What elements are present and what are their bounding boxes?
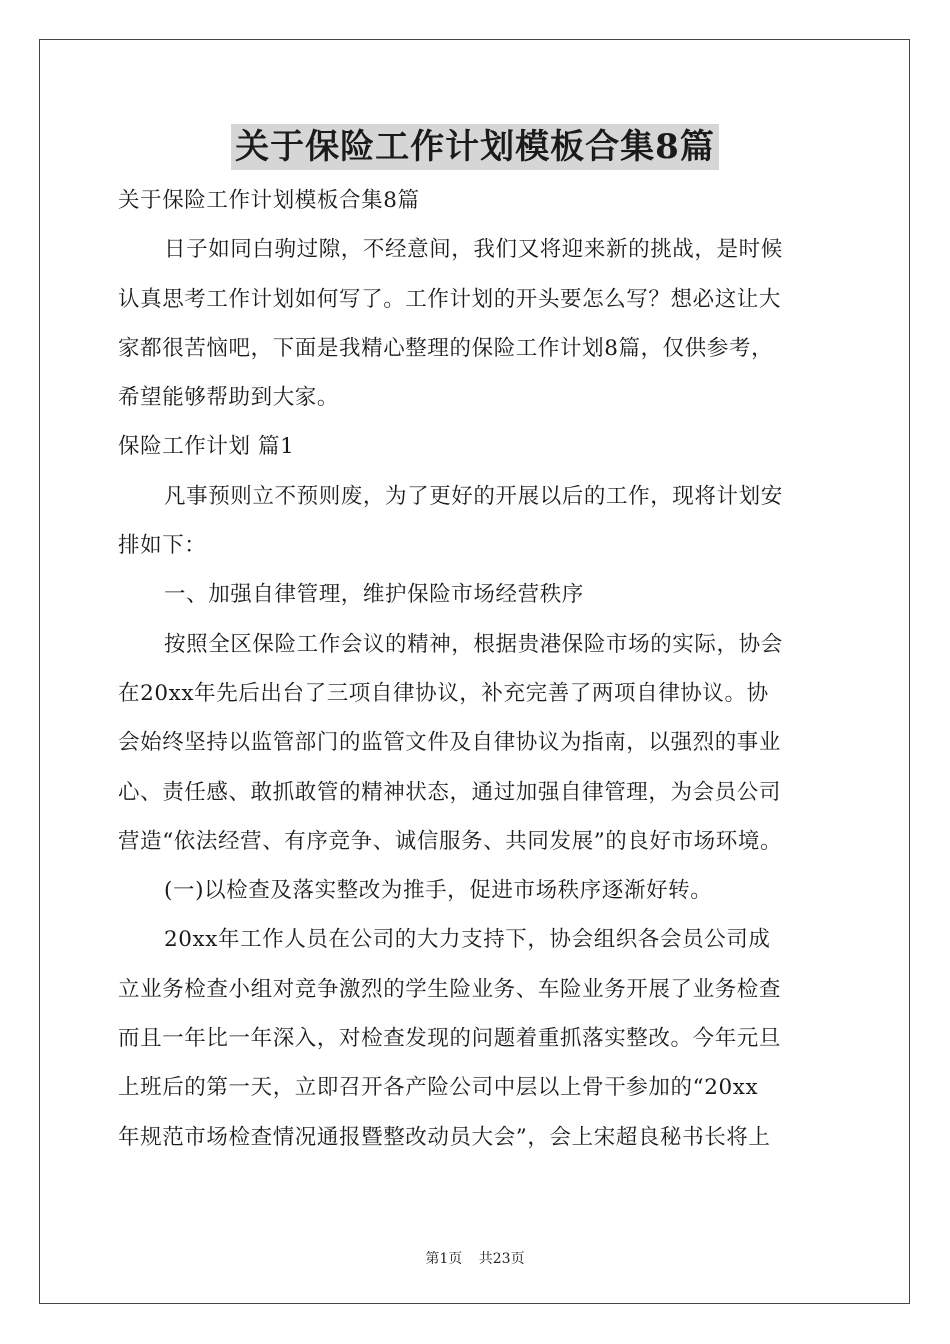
document-body bbox=[118, 176, 832, 1162]
title-wrap bbox=[0, 124, 950, 170]
text-line: 关于保险工作计划模板合集8篇 bbox=[118, 188, 420, 213]
text-line: 凡事预则立不预则废，为了更好的开展以后的工作，现将计划安 bbox=[164, 483, 783, 509]
text-line: 认真思考工作计划如何写了。工作计划的开头要怎么写？想必这让大 bbox=[118, 286, 782, 312]
text-line: 心、责任感、敢抓敢管的精神状态，通过加强自律管理，为会员公司 bbox=[118, 779, 782, 805]
text-line: 年规范市场检查情况通报暨整改动员大会”，会上宋超良秘书长将上 bbox=[118, 1124, 771, 1150]
text-line: 立业务检查小组对竞争激烈的学生险业务、车险业务开展了业务检查 bbox=[118, 976, 782, 1002]
page-number: 第1页 bbox=[425, 1251, 463, 1267]
text-line: 保险工作计划 篇1 bbox=[118, 434, 295, 460]
text-line: 在20xx年先后出台了三项自律协议，补充完善了两项自律协议。协 bbox=[118, 680, 769, 706]
text-line: 营造“依法经营、有序竞争、诚信服务、共同发展”的良好市场环境。 bbox=[118, 828, 783, 854]
text-line: (一)以检查及落实整改为推手，促进市场秩序逐渐好转。 bbox=[164, 878, 713, 904]
text-line: 一、加强自律管理，维护保险市场经营秩序 bbox=[164, 582, 584, 608]
page-footer bbox=[0, 1248, 950, 1268]
total-pages: 共23页 bbox=[478, 1251, 525, 1267]
text-line: 按照全区保险工作会议的精神，根据贵港保险市场的实际，协会 bbox=[164, 631, 783, 657]
text-line: 家都很苦恼吧，下面是我精心整理的保险工作计划8篇，仅供参考， bbox=[118, 335, 774, 361]
text-line: 会始终坚持以监管部门的监管文件及自律协议为指南，以强烈的事业 bbox=[118, 730, 782, 756]
text-line: 排如下： bbox=[118, 533, 207, 559]
text-line: 希望能够帮助到大家。 bbox=[118, 385, 340, 411]
text-line: 日子如同白驹过隙，不经意间，我们又将迎来新的挑战，是时候 bbox=[164, 237, 783, 263]
text-line: 上班后的第一天，立即召开各产险公司中层以上骨干参加的“20xx bbox=[118, 1075, 759, 1101]
text-line: 20xx年工作人员在公司的大力支持下，协会组织各会员公司成 bbox=[164, 927, 771, 953]
document-title: 关于保险工作计划模板合集8篇 bbox=[231, 124, 719, 170]
text-line: 而且一年比一年深入，对检查发现的问题着重抓落实整改。今年元旦 bbox=[118, 1026, 782, 1052]
